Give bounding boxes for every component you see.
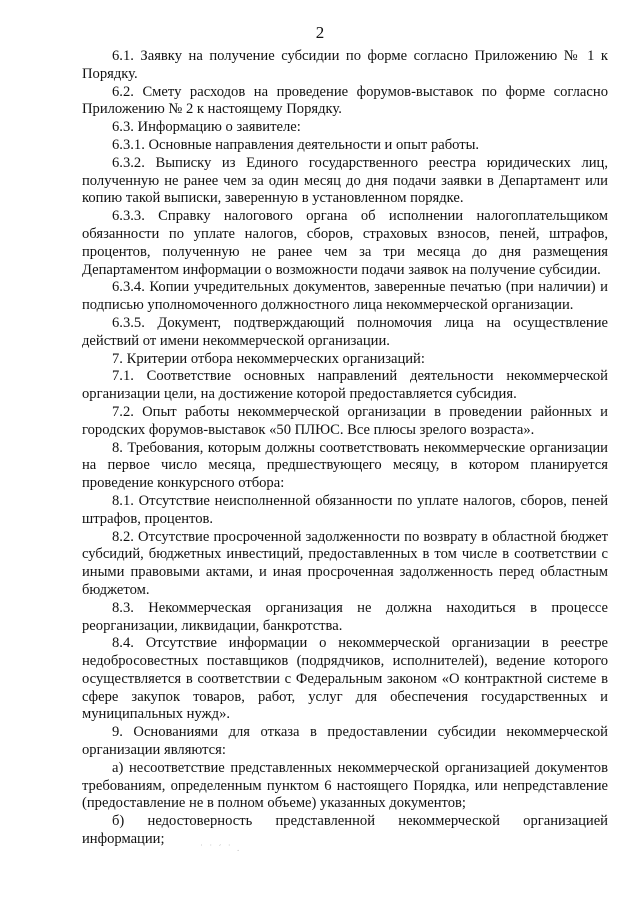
paragraph-7: 7. Критерии отбора некоммерческих организаций:: [112, 350, 425, 367]
scan-artifact: ˙ ˙ ´ ˙ .: [200, 843, 242, 853]
page-number: 2: [315, 23, 325, 42]
paragraph-9-a: а) несоответствие представленных некоммерческой организацией документов требованиям, определенным пунктом 6 настоящего Порядка, или непредставление (предоставление не в полном объеме) указанных документов;: [82, 759, 608, 812]
document-body: [82, 48, 608, 849]
paragraph-8-4: 8.4. Отсутствие информации о некоммерческой организации в реестре недобросовестных поставщиков (подрядчиков, исполнителей), ведение которого осуществляется в соответствии с Федеральным законом «О контрактной системе в сфере закупок товаров, работ, услуг для обеспечения государственных и муниципальных нужд».: [82, 635, 608, 723]
paragraph-8-1: 8.1. Отсутствие неисполненной обязанности по уплате налогов, сборов, пеней штрафов, процентов.: [82, 492, 608, 527]
paragraph-6-3-5: 6.3.5. Документ, подтверждающий полномочия лица на осуществление действий от имени некоммерческой организации.: [82, 314, 608, 349]
paragraph-6-3-4: 6.3.4. Копии учредительных документов, заверенные печатью (при наличии) и подписью уполномоченного должностного лица некоммерческой организации.: [82, 279, 608, 314]
paragraph-8-2: 8.2. Отсутствие просроченной задолженности по возврату в областной бюджет субсидий, бюджетных инвестиций, предоставленных в том числе в соответствии с иными правовыми актами, и иная просроченная задолженность перед областным бюджетом.: [82, 528, 608, 598]
paragraph-9: 9. Основаниями для отказа в предоставлении субсидии некоммерческой организации являются:: [82, 724, 608, 759]
paragraph-6-1: 6.1. Заявку на получение субсидии по форме согласно Приложению № 1 к Порядку.: [82, 48, 608, 82]
paragraph-6-2: 6.2. Смету расходов на проведение форумов-выставок по форме согласно Приложению № 2 к настоящему Порядку.: [82, 83, 608, 118]
paragraph-8-3: 8.3. Некоммерческая организация не должна находиться в процессе реорганизации, ликвидации, банкротства.: [82, 599, 608, 634]
paragraph-6-3-2: 6.3.2. Выписку из Единого государственного реестра юридических лиц, полученную не ранее чем за один месяц до дня подачи заявки в Департамент или копию такой выписки, заверенную в установленном порядке.: [82, 154, 608, 207]
paragraph-6-3-3: 6.3.3. Справку налогового органа об исполнении налогоплательщиком обязанности по уплате налогов, сборов, страховых взносов, пеней, штрафов, процентов, полученную не ранее чем за три месяца до дня размещения Департаментом информации о возможности подачи заявок на получение субсидии.: [82, 208, 608, 278]
paragraph-7-1: 7.1. Соответствие основных направлений деятельности некоммерческой организации цели, на достижение которой предоставляется субсидия.: [82, 368, 608, 403]
paragraph-7-2: 7.2. Опыт работы некоммерческой организации в проведении районных и городских форумов-выставок «50 ПЛЮС. Все плюсы зрелого возраста».: [82, 403, 608, 438]
paragraph-6-3-1: 6.3.1. Основные направления деятельности и опыт работы.: [112, 136, 480, 153]
paragraph-6-3: 6.3. Информацию о заявителе:: [112, 119, 301, 136]
paragraph-8: 8. Требования, которым должны соответствовать некоммерческие организации на первое число месяца, предшествующего месяцу, в котором планируется проведение конкурсного отбора:: [82, 439, 608, 492]
paragraph-9-b: б) недостоверность представленной некоммерческой организацией информации;: [82, 813, 608, 848]
